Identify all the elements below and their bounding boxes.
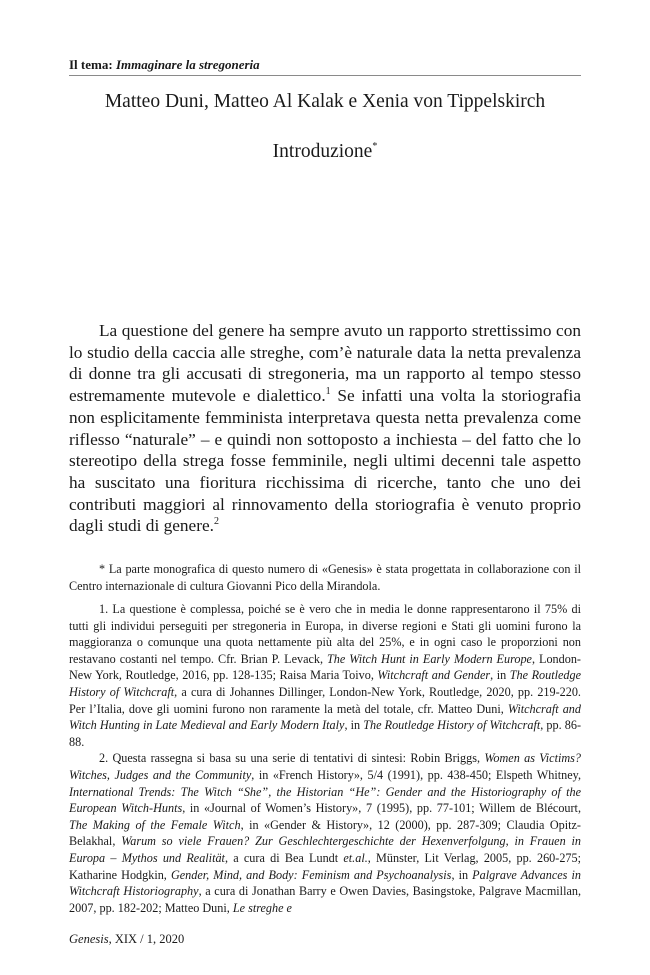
article-title <box>69 136 581 163</box>
authors: Matteo Duni, Matteo Al Kalak e Xenia von Tippelskirch <box>104 91 546 112</box>
note-citation-title: Gender, Mind, and Body: Feminism and Psychoanalysis <box>170 867 452 882</box>
note-citation-title: Warum so viele Frauen? Zur Geschlechtergeschichte der Hexenverfolgung, in Frauen in Europa – Mythos und Realität <box>69 834 581 865</box>
note-citation-title: The Routledge History of Witchcraft <box>69 668 581 699</box>
note-citation-title: The Routledge History of Witchcraft <box>363 718 541 733</box>
note-text: , a cura di Bea Lundt <box>224 850 344 865</box>
page-footer <box>69 932 184 947</box>
running-head <box>69 57 581 72</box>
footnote-2 <box>69 750 581 916</box>
note-text: , a cura di Jonathan Barry e Owen Davies, Basingstoke, Palgrave Macmillan, 2007, pp. 182-202; Matteo Duni, <box>69 884 582 915</box>
note-text: , London-New York, Routledge, 2016, pp. 128-135; Raisa Maria Toivo, <box>69 651 581 683</box>
note-citation-title: The Witch Hunt in Early Modern Europe <box>327 651 532 666</box>
note-citation-title: International Trends: The Witch “She”, the Historian “He”: Gender and the Historiography of the European Witch-Hunts <box>69 784 581 816</box>
footnote-ref-2: 2 <box>213 516 219 528</box>
note-citation-title: Witchcraft and Gender <box>377 668 491 683</box>
note-text: 1. La questione è complessa, poiché se è vero che in media le donne rappresentarono il 75% di tutti gli individui perseguiti per stregoneria in Europa, in diverse regioni e Stati gli uomini furono la maggioranza o comunque una quota nettamente più alta del 25%, e in ogni caso le proporzioni non restavano costanti nel tempo. Cfr. Brian P. Levack, <box>69 602 581 666</box>
note-text: , a cura di Johannes Dillinger, London-New York, Routledge, 2020, pp. 219-220. Per l’Italia, dove gli uomini furono non raramente la metà del totale, cfr. Matteo Duni, <box>69 684 581 716</box>
note-text: , in <box>451 867 473 882</box>
running-head-title: Immaginare la stregoneria <box>115 57 260 72</box>
article-title-text: Introduzione <box>272 141 373 162</box>
note-text: , Münster, Lit Verlag, 2005, pp. 260-275; Katharine Hodgkin, <box>69 850 581 882</box>
note-text: , pp. 86-88. <box>69 718 582 749</box>
note-text: , in <box>490 668 510 683</box>
note-citation-title: The Making of the Female Witch <box>69 817 241 832</box>
note-text: , in «Journal of Women’s History», 7 (1995), pp. 77-101; Willem de Blécourt, <box>182 801 581 816</box>
note-text: , in <box>344 718 364 733</box>
note-citation-title: Witchcraft and Witch Hunting in Late Medieval and Early Modern Italy <box>69 701 581 733</box>
body-text-part-2: Se infatti una volta la storiografia non esplicitamente femminista interpretava questa netta prevalenza come riflesso “naturale” – e quindi non sottoposto a inchiesta – del fatto che lo stereotipo della strega fosse femminile, negli ultimi decenni tale aspetto ha suscitato una fioritura ricchissima di ricerche, tanto che uno dei contributi maggiori al rinnovamento della storiografia è venuto proprio dagli studi di genere. <box>69 386 581 536</box>
note-citation-title: et.al. <box>343 850 368 865</box>
footnote-ref-1: 1 <box>325 386 331 398</box>
body-text-part-1: La questione del genere ha sempre avuto un rapporto strettissimo con lo studio della caccia alle streghe, com’è naturale data la netta prevalenza di donne tra gli accusati di stregoneria, ma un rapporto al tempo stesso estremamente mutevole e dialettico. <box>69 321 581 406</box>
note-citation-title: Palgrave Advances in Witchcraft Historiography <box>69 867 581 899</box>
note-text: , in «French History», 5/4 (1991), pp. 438-450; Elspeth Whitney, <box>251 767 582 782</box>
note-citation-title: Women as Victims? Witches, Judges and the Community <box>69 751 582 782</box>
footnote-star: * La parte monografica di questo numero di «Genesis» è stata progettata in collaborazione con il Centro internazionale di cultura Giovanni Pico della Mirandola. <box>69 562 581 593</box>
title-footnote-marker: * <box>372 141 378 152</box>
note-citation-title: Le streghe e <box>232 900 292 915</box>
note-text: , in «Gender & History», 12 (2000), pp. 287-309; Claudia Opitz-Belakhal, <box>69 817 581 849</box>
running-head-label: Il tema: <box>69 57 113 72</box>
header-rule <box>69 75 581 76</box>
footer-journal: Genesis <box>69 932 109 946</box>
footnote-1 <box>69 601 581 750</box>
note-text: 2. Questa rassegna si basa su una serie di tentativi di sintesi: Robin Briggs, <box>99 751 485 766</box>
footer-issue: , XIX / 1, 2020 <box>108 932 185 946</box>
body-paragraph <box>69 320 581 537</box>
footnotes <box>69 601 581 916</box>
